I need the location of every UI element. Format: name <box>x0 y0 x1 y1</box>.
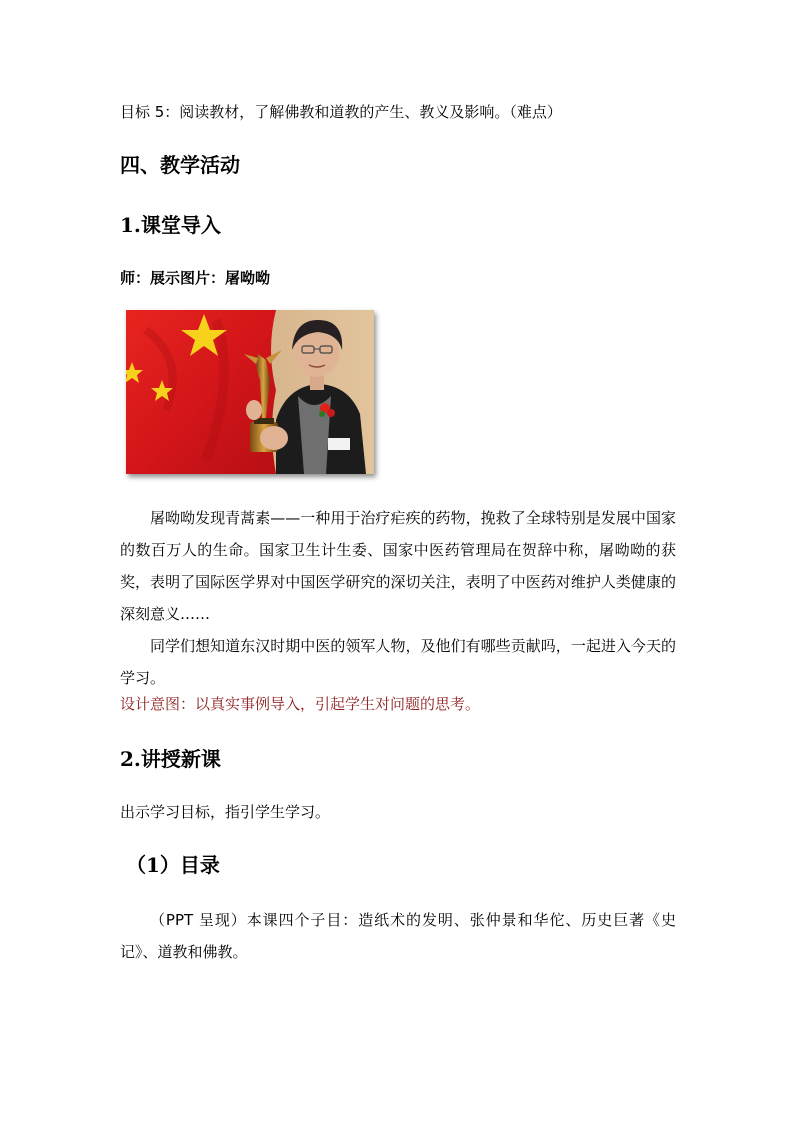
section-4-heading: 四、教学活动 <box>120 153 240 177</box>
tu-youyou-photo <box>126 310 374 474</box>
learning-goals-text: 出示学习目标，指引学生学习。 <box>120 803 331 821</box>
section-2-heading: 2.讲授新课 <box>120 747 221 771</box>
design-intent-text: 设计意图：以真实事例导入，引起学生对问题的思考。 <box>120 695 481 713</box>
goal-5-text: 目标 5：阅读教材，了解佛教和道教的产生、教义及影响。（难点） <box>120 103 562 121</box>
catalog-heading: （1）目录 <box>126 853 220 877</box>
question-paragraph: 同学们想知道东汉时期中医的领军人物，及他们有哪些贡献吗，一起进入今天的学习。 <box>120 637 676 687</box>
section-1-heading: 1.课堂导入 <box>120 213 221 237</box>
catalog-paragraph: （PPT 呈现）本课四个子目：造纸术的发明、张仲景和华佗、历史巨著《史记》、道教和佛教。 <box>120 911 676 961</box>
teacher-prompt: 师：展示图片：屠呦呦 <box>120 269 271 287</box>
photo-illustration <box>126 310 374 474</box>
intro-paragraph: 屠呦呦发现青蒿素——一种用于治疗疟疾的药物，挽救了全球特别是发展中国家的数百万人的生命。国家卫生计生委、国家中医药管理局在贺辞中称，屠呦呦的获奖，表明了国际医学界对中国医学研究的深切关注，表明了中医药对维护人类健康的深刻意义…… <box>120 509 676 623</box>
